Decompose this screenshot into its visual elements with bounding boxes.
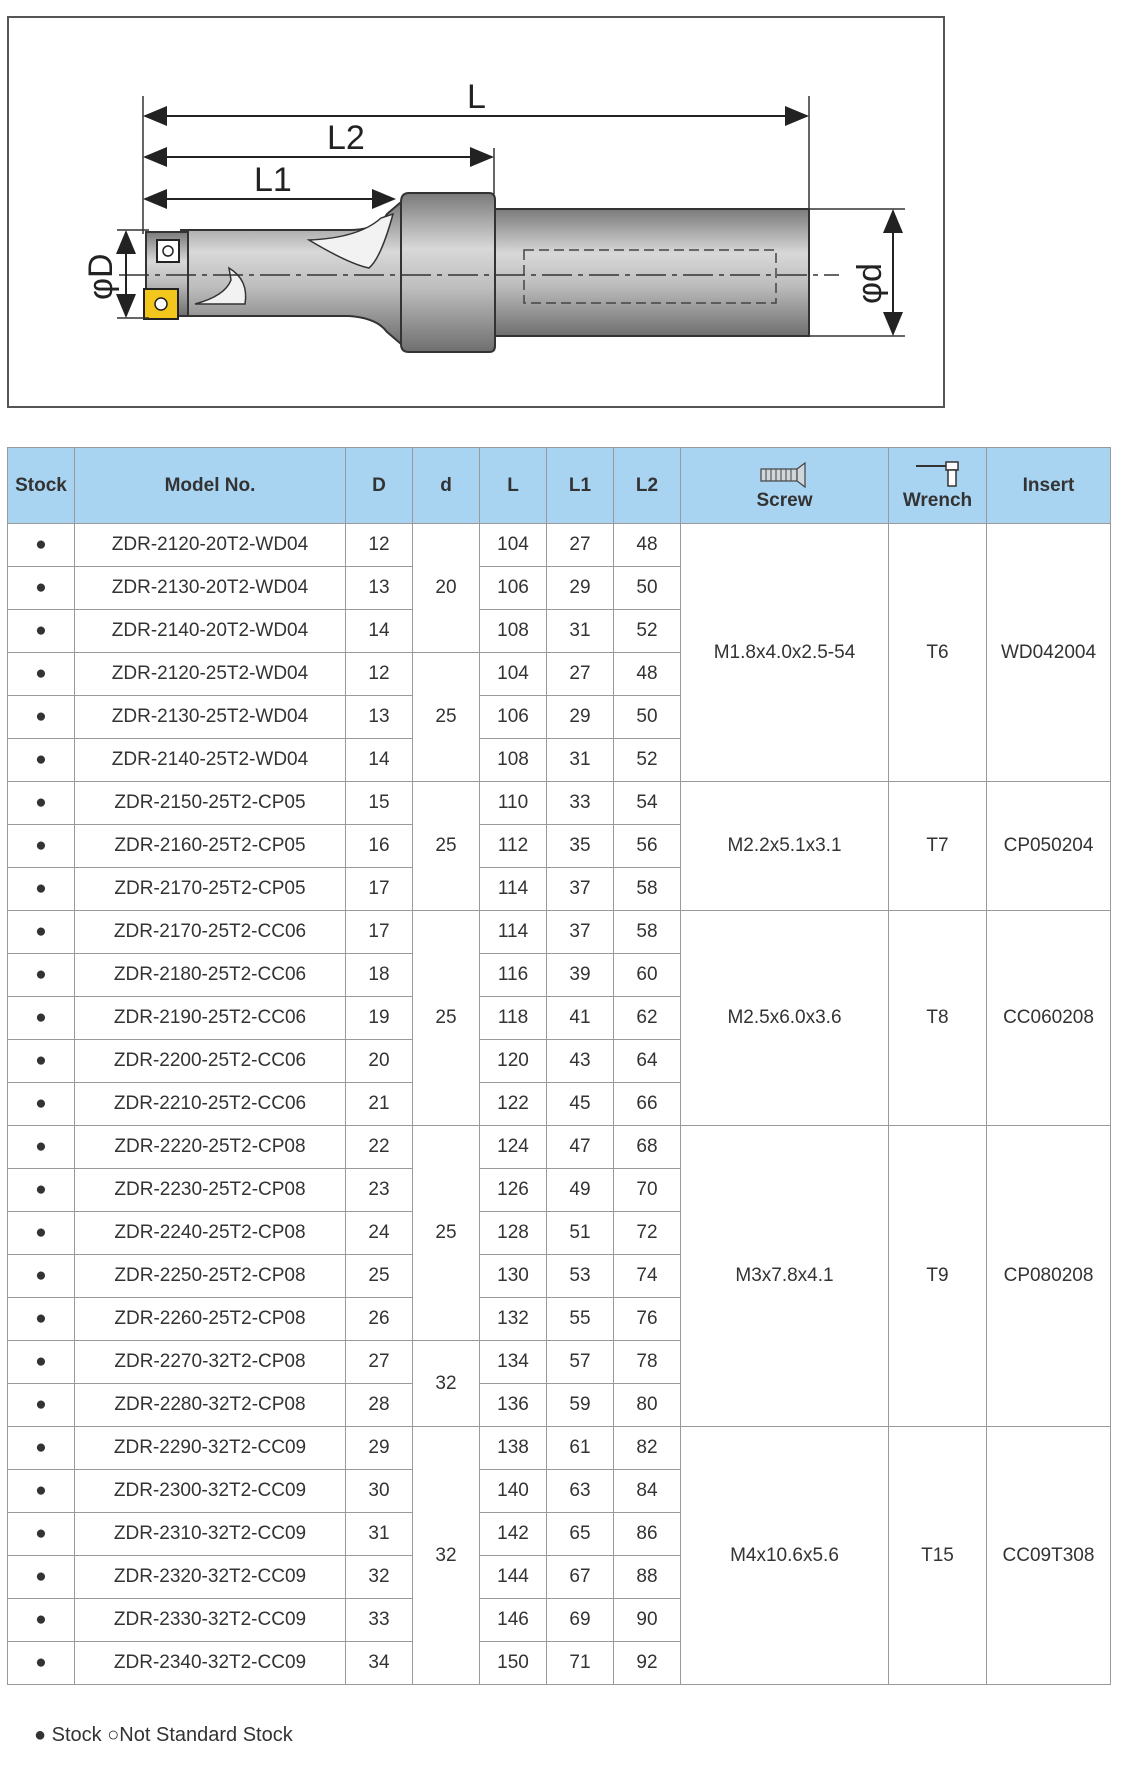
L2-cell: 86 [614,1513,681,1556]
table-row [8,524,1111,567]
model-cell: ZDR-2300-32T2-CC09 [75,1470,346,1513]
stock-legend: ● Stock ○Not Standard Stock [34,1724,293,1746]
D-cell: 32 [346,1556,413,1599]
wrench-icon [912,460,964,490]
model-cell: ZDR-2310-32T2-CC09 [75,1513,346,1556]
D-cell: 17 [346,911,413,954]
D-cell: 13 [346,567,413,610]
header-d: d [413,448,480,524]
L1-cell: 39 [547,954,614,997]
D-cell: 20 [346,1040,413,1083]
L2-cell: 60 [614,954,681,997]
L2-cell: 68 [614,1126,681,1169]
model-cell: ZDR-2150-25T2-CP05 [75,782,346,825]
table-body [8,524,1111,1685]
stock-cell: ● [8,696,75,739]
table-row [8,911,1111,954]
wrench-cell: T7 [889,782,987,911]
D-cell: 12 [346,653,413,696]
L1-cell: 69 [547,1599,614,1642]
D-cell: 30 [346,1470,413,1513]
d-cell: 25 [413,1126,480,1341]
stock-cell: ● [8,954,75,997]
screw-cell: M1.8x4.0x2.5-54 [681,524,889,782]
L2-cell: 56 [614,825,681,868]
D-cell: 14 [346,739,413,782]
L2-cell: 58 [614,911,681,954]
tool-drawing [7,16,945,408]
model-cell: ZDR-2210-25T2-CC06 [75,1083,346,1126]
L1-cell: 63 [547,1470,614,1513]
d-cell: 32 [413,1427,480,1685]
stock-cell: ● [8,1427,75,1470]
insert-cell: CC09T308 [987,1427,1111,1685]
L2-cell: 62 [614,997,681,1040]
L-cell: 104 [480,524,547,567]
L2-cell: 64 [614,1040,681,1083]
dim-L-label: L [467,78,486,116]
header-wrench-label: Wrench [902,489,973,511]
D-cell: 22 [346,1126,413,1169]
model-cell: ZDR-2240-25T2-CP08 [75,1212,346,1255]
L-cell: 108 [480,739,547,782]
table-row [8,1427,1111,1470]
stock-cell: ● [8,653,75,696]
wrench-cell: T6 [889,524,987,782]
d-cell: 20 [413,524,480,653]
D-cell: 15 [346,782,413,825]
screw-cell: M3x7.8x4.1 [681,1126,889,1427]
L1-cell: 29 [547,696,614,739]
model-cell: ZDR-2140-25T2-WD04 [75,739,346,782]
model-cell: ZDR-2220-25T2-CP08 [75,1126,346,1169]
L-cell: 122 [480,1083,547,1126]
insert-cell: CP050204 [987,782,1111,911]
L1-cell: 43 [547,1040,614,1083]
D-cell: 13 [346,696,413,739]
table-header-row [8,448,1111,524]
stock-cell: ● [8,1599,75,1642]
D-cell: 14 [346,610,413,653]
dim-L1-label: L1 [254,161,292,199]
d-cell: 32 [413,1341,480,1427]
L-cell: 138 [480,1427,547,1470]
wrench-cell: T9 [889,1126,987,1427]
stock-cell: ● [8,1642,75,1685]
L1-cell: 57 [547,1341,614,1384]
L1-cell: 61 [547,1427,614,1470]
L2-cell: 70 [614,1169,681,1212]
L2-cell: 58 [614,868,681,911]
model-cell: ZDR-2170-25T2-CC06 [75,911,346,954]
insert-cell: WD042004 [987,524,1111,782]
D-cell: 23 [346,1169,413,1212]
L2-cell: 52 [614,739,681,782]
stock-cell: ● [8,1470,75,1513]
stock-cell: ● [8,524,75,567]
L1-cell: 71 [547,1642,614,1685]
model-cell: ZDR-2230-25T2-CP08 [75,1169,346,1212]
stock-cell: ● [8,1212,75,1255]
L1-cell: 55 [547,1298,614,1341]
header-model: Model No. [75,448,346,524]
header-L: L [480,448,547,524]
model-cell: ZDR-2160-25T2-CP05 [75,825,346,868]
stock-cell: ● [8,567,75,610]
L-cell: 120 [480,1040,547,1083]
D-cell: 16 [346,825,413,868]
L2-cell: 76 [614,1298,681,1341]
D-cell: 33 [346,1599,413,1642]
L-cell: 110 [480,782,547,825]
L1-cell: 27 [547,653,614,696]
model-cell: ZDR-2180-25T2-CC06 [75,954,346,997]
L2-cell: 80 [614,1384,681,1427]
L1-cell: 51 [547,1212,614,1255]
D-cell: 19 [346,997,413,1040]
L2-cell: 92 [614,1642,681,1685]
model-cell: ZDR-2120-20T2-WD04 [75,524,346,567]
D-cell: 17 [346,868,413,911]
L-cell: 106 [480,567,547,610]
table-row [8,1126,1111,1169]
dim-phiD-label: φD [82,253,120,300]
L-cell: 130 [480,1255,547,1298]
L-cell: 104 [480,653,547,696]
model-cell: ZDR-2320-32T2-CC09 [75,1556,346,1599]
D-cell: 24 [346,1212,413,1255]
header-screw [681,448,889,524]
D-cell: 27 [346,1341,413,1384]
stock-cell: ● [8,1513,75,1556]
stock-cell: ● [8,868,75,911]
L-cell: 134 [480,1341,547,1384]
screw-cell: M4x10.6x5.6 [681,1427,889,1685]
screw-icon [759,460,811,490]
model-cell: ZDR-2120-25T2-WD04 [75,653,346,696]
model-cell: ZDR-2170-25T2-CP05 [75,868,346,911]
L-cell: 144 [480,1556,547,1599]
screw-cell: M2.2x5.1x3.1 [681,782,889,911]
L2-cell: 66 [614,1083,681,1126]
dim-L2-label: L2 [327,119,365,157]
L1-cell: 53 [547,1255,614,1298]
stock-cell: ● [8,1556,75,1599]
L1-cell: 59 [547,1384,614,1427]
stock-cell: ● [8,1040,75,1083]
stock-cell: ● [8,1298,75,1341]
model-cell: ZDR-2330-32T2-CC09 [75,1599,346,1642]
L1-cell: 37 [547,911,614,954]
header-L2: L2 [614,448,681,524]
L1-cell: 45 [547,1083,614,1126]
D-cell: 18 [346,954,413,997]
L-cell: 114 [480,911,547,954]
L2-cell: 74 [614,1255,681,1298]
L2-cell: 52 [614,610,681,653]
stock-cell: ● [8,997,75,1040]
d-cell: 25 [413,782,480,911]
D-cell: 31 [346,1513,413,1556]
L-cell: 146 [480,1599,547,1642]
L-cell: 118 [480,997,547,1040]
header-stock: Stock [8,448,75,524]
d-cell: 25 [413,653,480,782]
stock-cell: ● [8,1384,75,1427]
wrench-cell: T15 [889,1427,987,1685]
D-cell: 12 [346,524,413,567]
L-cell: 142 [480,1513,547,1556]
L2-cell: 88 [614,1556,681,1599]
L-cell: 128 [480,1212,547,1255]
L-cell: 112 [480,825,547,868]
L2-cell: 72 [614,1212,681,1255]
stock-cell: ● [8,1341,75,1384]
model-cell: ZDR-2190-25T2-CC06 [75,997,346,1040]
L1-cell: 49 [547,1169,614,1212]
dim-phid-label: φd [851,263,889,304]
L2-cell: 90 [614,1599,681,1642]
L2-cell: 82 [614,1427,681,1470]
model-cell: ZDR-2200-25T2-CC06 [75,1040,346,1083]
L2-cell: 78 [614,1341,681,1384]
L-cell: 106 [480,696,547,739]
header-D: D [346,448,413,524]
L2-cell: 48 [614,653,681,696]
header-screw-label: Screw [756,489,813,511]
D-cell: 28 [346,1384,413,1427]
stock-cell: ● [8,782,75,825]
L2-cell: 84 [614,1470,681,1513]
L2-cell: 48 [614,524,681,567]
L1-cell: 41 [547,997,614,1040]
L1-cell: 37 [547,868,614,911]
stock-cell: ● [8,1083,75,1126]
L2-cell: 50 [614,567,681,610]
L1-cell: 67 [547,1556,614,1599]
model-cell: ZDR-2260-25T2-CP08 [75,1298,346,1341]
d-cell: 25 [413,911,480,1126]
wrench-cell: T8 [889,911,987,1126]
model-cell: ZDR-2340-32T2-CC09 [75,1642,346,1685]
L-cell: 140 [480,1470,547,1513]
model-cell: ZDR-2130-20T2-WD04 [75,567,346,610]
L1-cell: 35 [547,825,614,868]
model-cell: ZDR-2250-25T2-CP08 [75,1255,346,1298]
L2-cell: 54 [614,782,681,825]
L1-cell: 27 [547,524,614,567]
L1-cell: 65 [547,1513,614,1556]
L-cell: 136 [480,1384,547,1427]
L1-cell: 31 [547,610,614,653]
stock-cell: ● [8,1169,75,1212]
L-cell: 126 [480,1169,547,1212]
L1-cell: 33 [547,782,614,825]
drill-diagram [9,18,947,410]
L1-cell: 29 [547,567,614,610]
model-cell: ZDR-2270-32T2-CP08 [75,1341,346,1384]
header-insert: Insert [987,448,1111,524]
L1-cell: 47 [547,1126,614,1169]
L-cell: 124 [480,1126,547,1169]
table-row [8,782,1111,825]
stock-cell: ● [8,1126,75,1169]
D-cell: 29 [346,1427,413,1470]
stock-cell: ● [8,739,75,782]
L1-cell: 31 [547,739,614,782]
header-wrench [889,448,987,524]
insert-cell: CP080208 [987,1126,1111,1427]
stock-cell: ● [8,911,75,954]
L2-cell: 50 [614,696,681,739]
model-cell: ZDR-2280-32T2-CP08 [75,1384,346,1427]
stock-cell: ● [8,1255,75,1298]
L-cell: 150 [480,1642,547,1685]
stock-cell: ● [8,610,75,653]
D-cell: 25 [346,1255,413,1298]
L-cell: 116 [480,954,547,997]
insert-cell: CC060208 [987,911,1111,1126]
model-cell: ZDR-2140-20T2-WD04 [75,610,346,653]
D-cell: 21 [346,1083,413,1126]
L-cell: 132 [480,1298,547,1341]
L-cell: 108 [480,610,547,653]
model-cell: ZDR-2130-25T2-WD04 [75,696,346,739]
header-L1: L1 [547,448,614,524]
D-cell: 34 [346,1642,413,1685]
spec-table [7,447,1111,1685]
screw-cell: M2.5x6.0x3.6 [681,911,889,1126]
stock-cell: ● [8,825,75,868]
L-cell: 114 [480,868,547,911]
model-cell: ZDR-2290-32T2-CC09 [75,1427,346,1470]
D-cell: 26 [346,1298,413,1341]
